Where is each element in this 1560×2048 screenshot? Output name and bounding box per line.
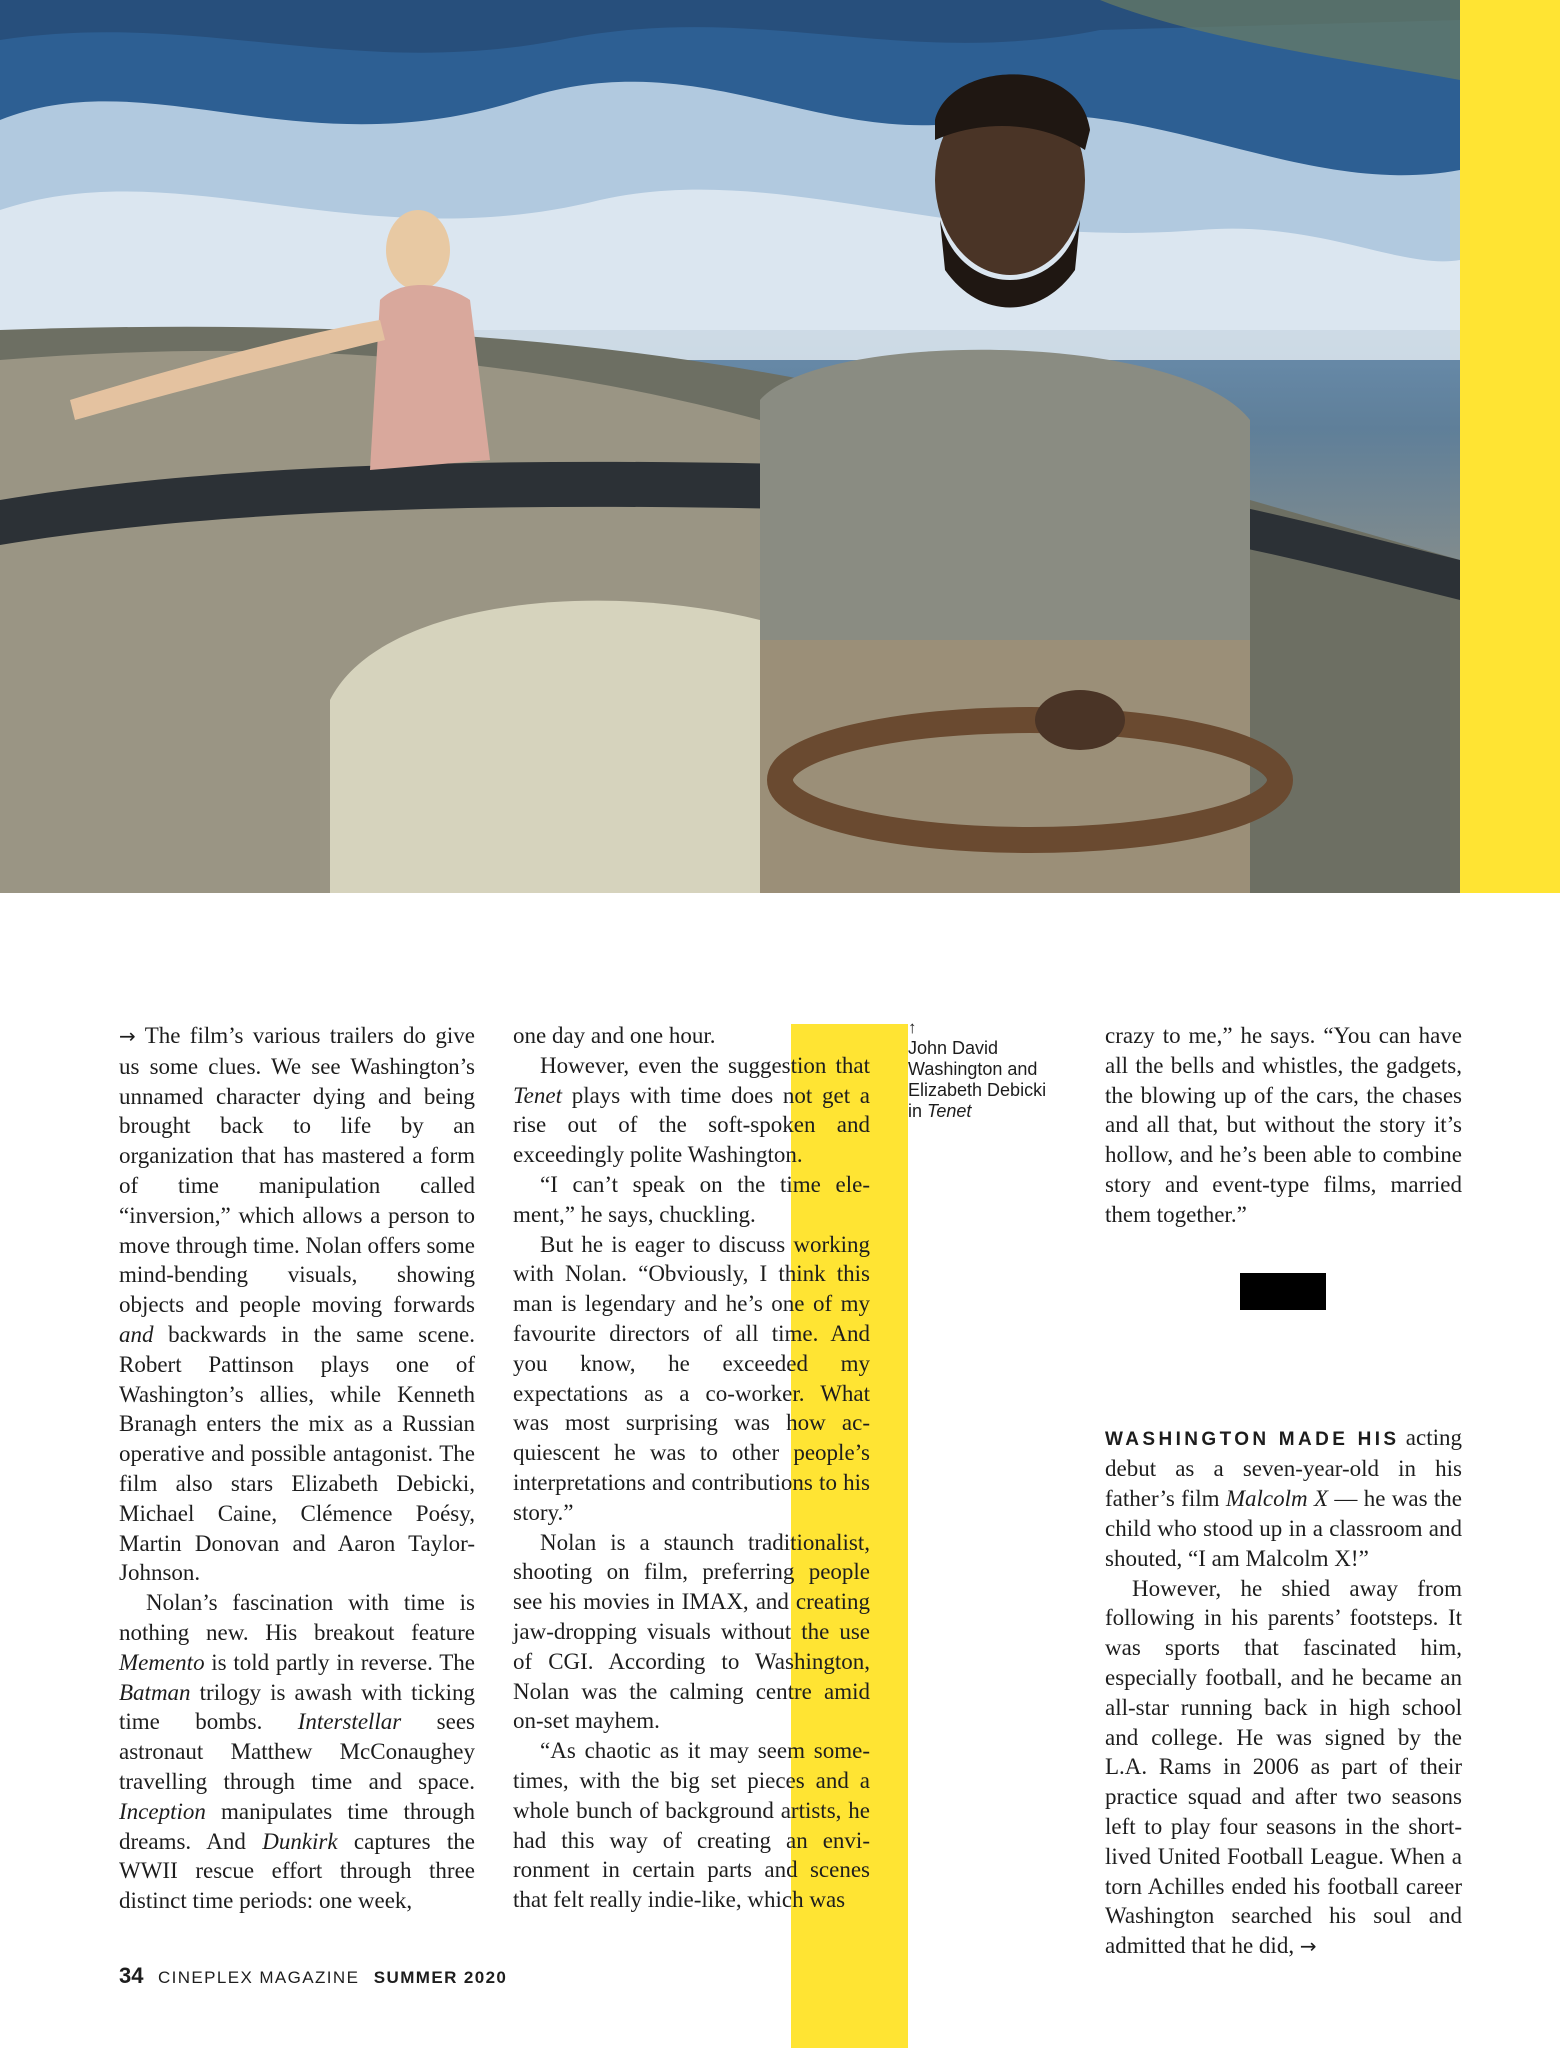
caption-film-title: Tenet: [927, 1101, 972, 1121]
text-run: is told partly in reverse. The: [204, 1649, 475, 1675]
paragraph: [1105, 1574, 1462, 1962]
arrow-up-icon: ↑: [908, 1018, 917, 1037]
paragraph: [513, 1051, 870, 1170]
text-run: captures the WWII rescue effort through three distinct time periods: one week,: [119, 1828, 475, 1914]
yellow-edge-band: [1460, 0, 1560, 893]
paragraph: Nolan is a staunch traditionalist, shooting on film, preferring people see his movies in IMAX, and creating jaw-dropping visuals without the use of CGI. According to Washington, Nolan was the calming centre amid on-set mayhem.: [513, 1529, 870, 1734]
film-title: Dunkirk: [262, 1828, 338, 1854]
text-run: Nolan’s fascination with time is nothing new. His breakout feature: [119, 1590, 475, 1645]
film-title: Interstellar: [297, 1709, 402, 1735]
paragraph: [119, 1021, 475, 1588]
article-column-3: [1105, 1021, 1462, 1962]
text-run: sees astronaut Matthew McConaughey travelling through time and space.: [119, 1709, 475, 1794]
section-lead-paragraph: [1105, 1423, 1462, 1574]
page-number: 34: [119, 1963, 144, 1988]
text-run: However, even the suggestion that: [540, 1052, 870, 1078]
article-column-1: [119, 1021, 475, 1916]
text-run: trilogy is awash with ticking time bombs.: [119, 1679, 475, 1735]
section-divider-block: [1240, 1273, 1326, 1310]
paragraph: [119, 1588, 475, 1916]
hero-photo: [0, 0, 1460, 893]
page-footer: [119, 1963, 507, 1989]
lead-arrow-icon: →: [119, 1024, 136, 1048]
photo-caption: [908, 1018, 1058, 1122]
film-title: Batman: [119, 1679, 191, 1705]
text-run: manipulates time through dreams. And: [119, 1798, 475, 1854]
paragraph: But he is eager to discuss working with Nolan. “Obviously, I think this man is legendary and he’s one of my favourite directors of all time. And you know, he exceeded my expectations as a co-worker. What was most surprising was how acquiescent he was to other people’s interpretations and contributions to his story.”: [513, 1231, 870, 1525]
film-title: Inception: [119, 1798, 206, 1824]
film-title: Memento: [119, 1649, 205, 1675]
photo-illustration: [0, 0, 1460, 893]
continue-arrow-icon: →: [1299, 1934, 1317, 1959]
text-run: — he was the child who stood up in a classroom and shouted, “I am Malcolm X!”: [1105, 1486, 1463, 1571]
issue-label: SUMMER 2020: [373, 1968, 508, 1987]
paragraph: crazy to me,” he says. “You can have all the bells and whistles, the gadgets, the blowing up of the cars, the chases and all that, but without the story it’s hollow, and he’s been able to combine story and event-type films, married them together.”: [1105, 1023, 1462, 1227]
text-run: The film’s various trailers do give us some clues. We see Washington’s unnamed character dying and being brought back to life by an organization that has mastered a form of time manipulation called “inversion,” which allows a person to move through time. Nolan offers some mind-bending visuals, showing objects and people moving forwards: [119, 1023, 476, 1318]
section-lead-caps: WASHINGTON MADE HIS: [1105, 1428, 1400, 1450]
film-title: Tenet: [513, 1082, 562, 1108]
magazine-name: CINEPLEX MAGAZINE: [157, 1968, 360, 1987]
text-run: However, he shied away from following in his parents’ footsteps. It was sports that fascinated him, especially football, and he became an all-star running back in high school and college. He was signed by the L.A. Rams in 2006 as part of their practice squad and after two seasons left to play four seasons in the short-lived United Football League. When a torn Achilles ended his football career Washington searched his soul and admitted that he did,: [1105, 1575, 1462, 1959]
article-column-2: [513, 1021, 870, 1915]
film-title: Malcolm X: [1225, 1486, 1329, 1512]
text-run: plays with time does not get a rise out of the soft-spoken and exceedingly polite Washington.: [513, 1082, 870, 1168]
paragraph: one day and one hour.: [513, 1023, 716, 1048]
text-run-italic: and: [119, 1321, 154, 1347]
paragraph: “As chaotic as it may seem sometimes, with the big set pieces and a whole bunch of background artists, he had this way of creating an environment in certain parts and scenes that felt really indie-like, which was: [513, 1738, 870, 1913]
text-run: backwards in the same scene. Robert Pattinson plays one of Washington’s allies, while Kenneth Branagh enters the mix as a Russian operative and possible antagonist. The film also stars Elizabeth Debicki, Michael Caine, Clémence Poésy, Martin Donovan and Aaron Taylor-Johnson.: [119, 1321, 475, 1586]
paragraph: “I can’t speak on the time element,” he says, chuckling.: [513, 1171, 870, 1227]
text-run: acting debut as a seven-year-old in his father’s film: [1105, 1424, 1462, 1512]
caption-text: John David Washington and Elizabeth Debicki in: [908, 1038, 1047, 1121]
